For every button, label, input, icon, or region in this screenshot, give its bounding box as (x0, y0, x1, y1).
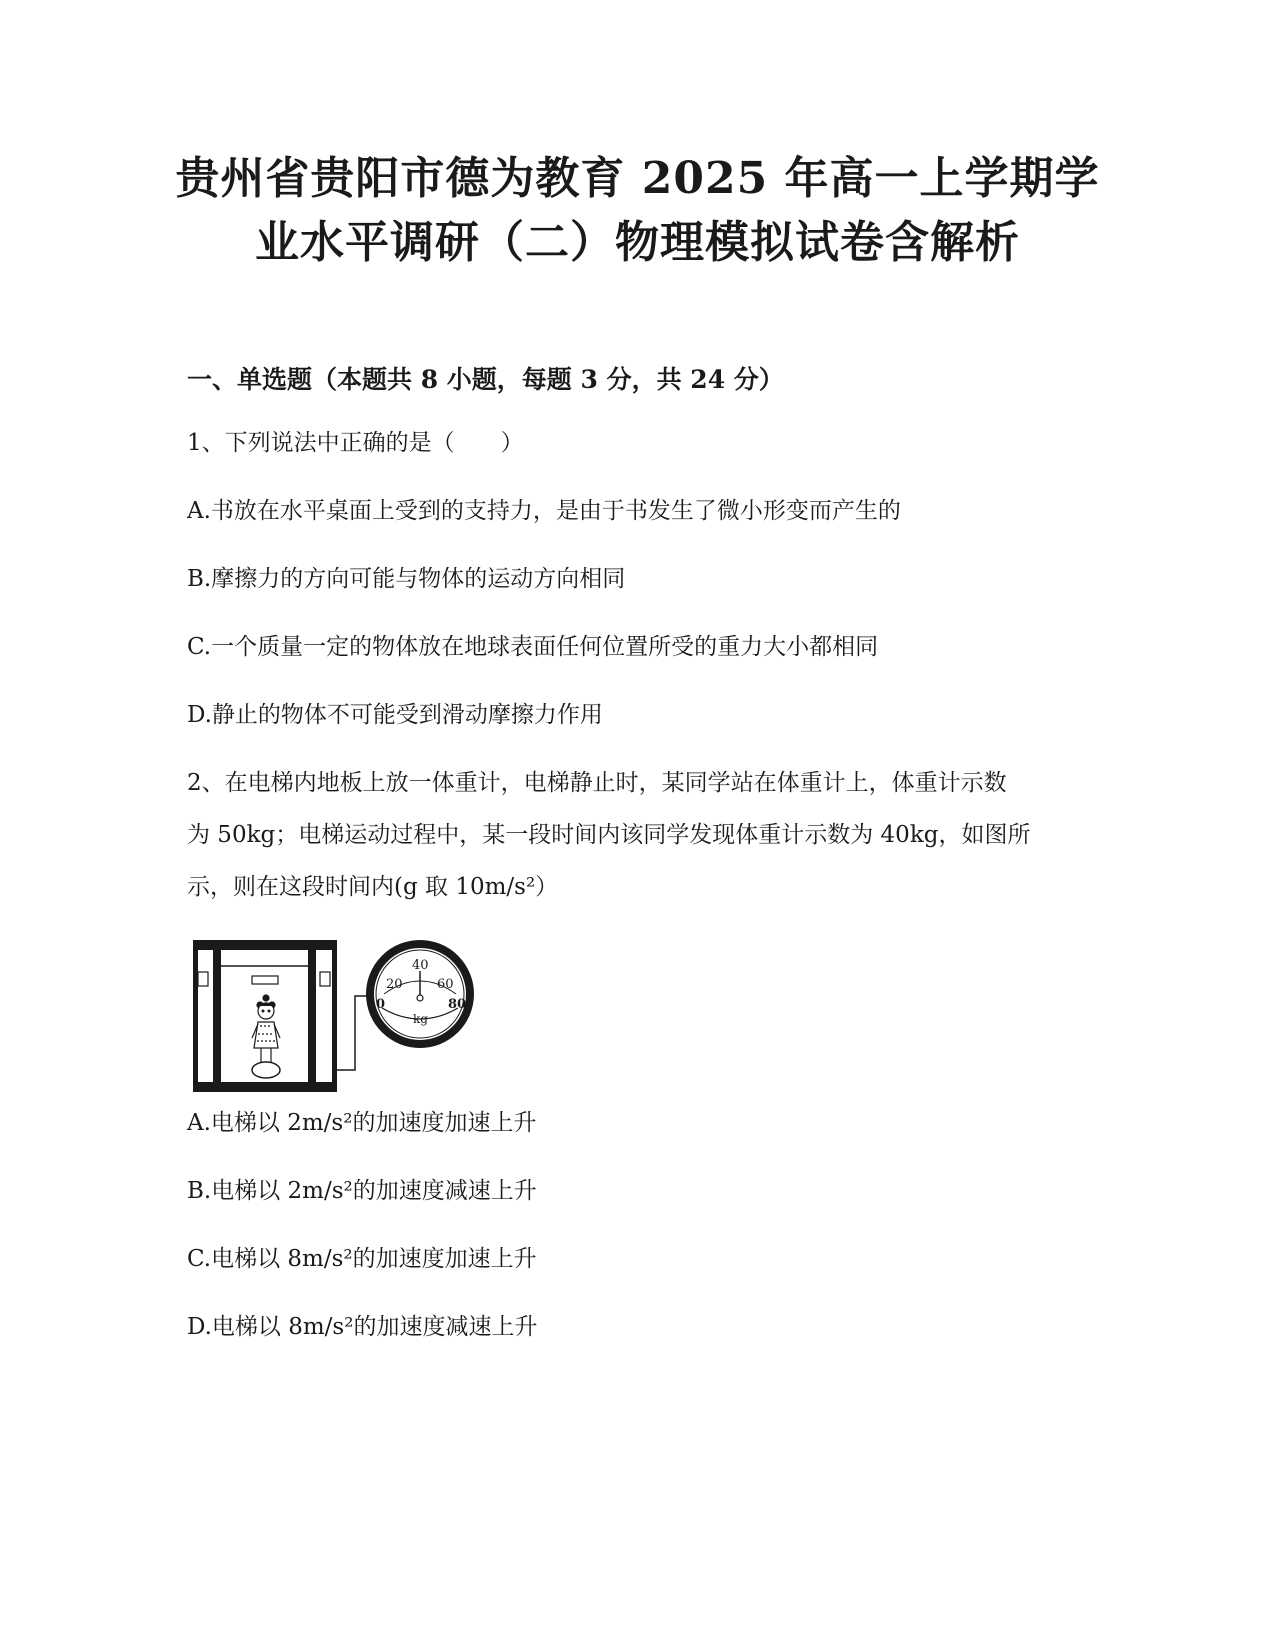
question-1-option-b: B.摩擦力的方向可能与物体的运动方向相同 (187, 566, 626, 592)
question-2-stem-line-3: 示，则在这段时间内(g 取 10m/s²） (187, 874, 559, 900)
scale-pivot (417, 995, 423, 1001)
elevator-ceiling-light (252, 976, 278, 984)
elevator-floor-beam (193, 1082, 337, 1092)
scale-tick-80: 80 (448, 997, 467, 1012)
scale-platform (252, 1062, 280, 1078)
elevator-car-right-wall (308, 950, 316, 1082)
question-2-option-a: A.电梯以 2m/s²的加速度加速上升 (187, 1110, 537, 1136)
elevator-car-left-wall (213, 950, 221, 1082)
scale-tick-20: 20 (386, 977, 403, 992)
question-2-option-c: C.电梯以 8m/s²的加速度加速上升 (187, 1246, 537, 1272)
question-1-stem: 1、下列说法中正确的是（ ） (187, 430, 524, 456)
question-2-option-d: D.电梯以 8m/s²的加速度减速上升 (187, 1314, 538, 1340)
question-1-option-d: D.静止的物体不可能受到滑动摩擦力作用 (187, 702, 603, 728)
question-1-option-a: A.书放在水平桌面上受到的支持力，是由于书发生了微小形变而产生的 (187, 498, 901, 524)
question-2-stem-line-2: 为 50kg；电梯运动过程中，某一段时间内该同学发现体重计示数为 40kg，如图所 (187, 822, 1031, 848)
scale-tick-40: 40 (412, 958, 429, 973)
elevator-right-wall (332, 940, 337, 1092)
elevator-left-wall (193, 940, 198, 1092)
section-heading-single-choice: 一、单选题（本题共 8 小题，每题 3 分，共 24 分） (187, 365, 784, 394)
document-title-line-1: 贵州省贵阳市德为教育 2025 年高一上学期学 (175, 153, 1100, 204)
scale-tick-0: 0 (376, 997, 386, 1012)
document-title-line-2: 业水平调研（二）物理模拟试卷含解析 (255, 217, 1020, 268)
question-1-option-c: C.一个质量一定的物体放在地球表面任何位置所受的重力大小都相同 (187, 634, 879, 660)
elevator-right-guide (320, 972, 330, 986)
elevator-scale-figure (190, 938, 490, 1094)
elevator-left-guide (198, 972, 208, 986)
student-figure (252, 995, 280, 1062)
elevator-top-beam (193, 940, 337, 950)
scale-tick-60: 60 (437, 977, 454, 992)
question-2-stem-line-1: 2、在电梯内地板上放一体重计，电梯静止时，某同学站在体重计上，体重计示数 (187, 770, 1007, 796)
elevator-scale-illustration (190, 938, 490, 1094)
scale-unit-label: kg (413, 1012, 428, 1026)
question-2-option-b: B.电梯以 2m/s²的加速度减速上升 (187, 1178, 537, 1204)
scale-wire (337, 996, 372, 1070)
